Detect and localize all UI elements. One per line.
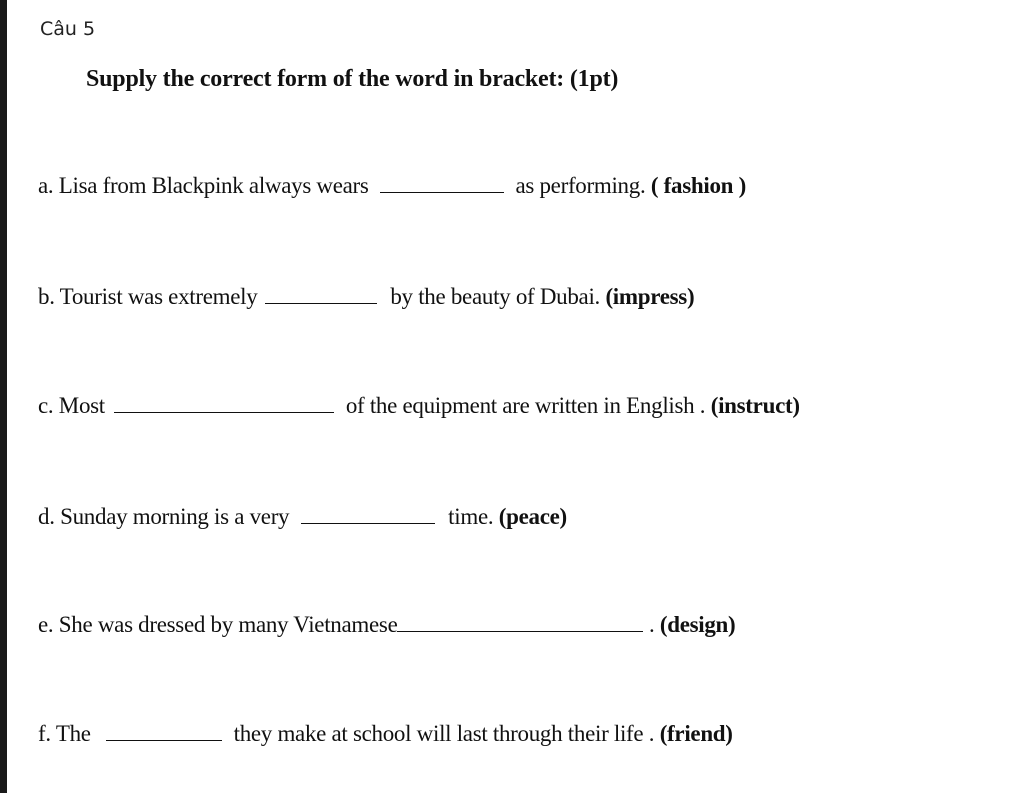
item-text-before: f. The [38, 721, 91, 746]
exercise-item-c [38, 393, 800, 419]
exercise-item-e [38, 612, 735, 638]
exercise-item-d [38, 504, 567, 530]
word-hint: (peace) [498, 504, 567, 529]
item-text-after: by the beauty of Dubai. [390, 284, 600, 309]
exercise-item-f [38, 721, 733, 747]
answer-blank[interactable] [265, 285, 377, 304]
item-text-after: . [648, 612, 655, 637]
instruction-text: Supply the correct form of the word in bracket: (1pt) [86, 66, 619, 92]
answer-blank[interactable] [114, 394, 334, 413]
item-text-before: d. Sunday morning is a very [38, 504, 290, 529]
question-number: Câu 5 [40, 18, 96, 40]
word-hint: ( fashion ) [650, 173, 746, 198]
word-hint: (friend) [659, 721, 733, 746]
word-hint: (impress) [605, 284, 695, 309]
word-hint: (instruct) [710, 393, 800, 418]
left-border [0, 0, 7, 793]
item-text-before: a. Lisa from Blackpink always wears [38, 173, 369, 198]
item-text-before: e. She was dressed by many Vietnamese [38, 612, 398, 637]
answer-blank[interactable] [301, 505, 435, 524]
exercise-item-b [38, 284, 694, 310]
exercise-item-a [38, 173, 746, 199]
item-text-before: c. Most [38, 393, 105, 418]
item-text-after: time. [448, 504, 494, 529]
answer-blank[interactable] [106, 722, 222, 741]
answer-blank[interactable] [397, 613, 643, 632]
item-text-after: as performing. [515, 173, 646, 198]
item-text-after: of the equipment are written in English . [345, 393, 706, 418]
item-text-before: b. Tourist was extremely [38, 284, 258, 309]
word-hint: (design) [659, 612, 736, 637]
item-text-after: they make at school will last through their life . [233, 721, 655, 746]
answer-blank[interactable] [380, 174, 504, 193]
